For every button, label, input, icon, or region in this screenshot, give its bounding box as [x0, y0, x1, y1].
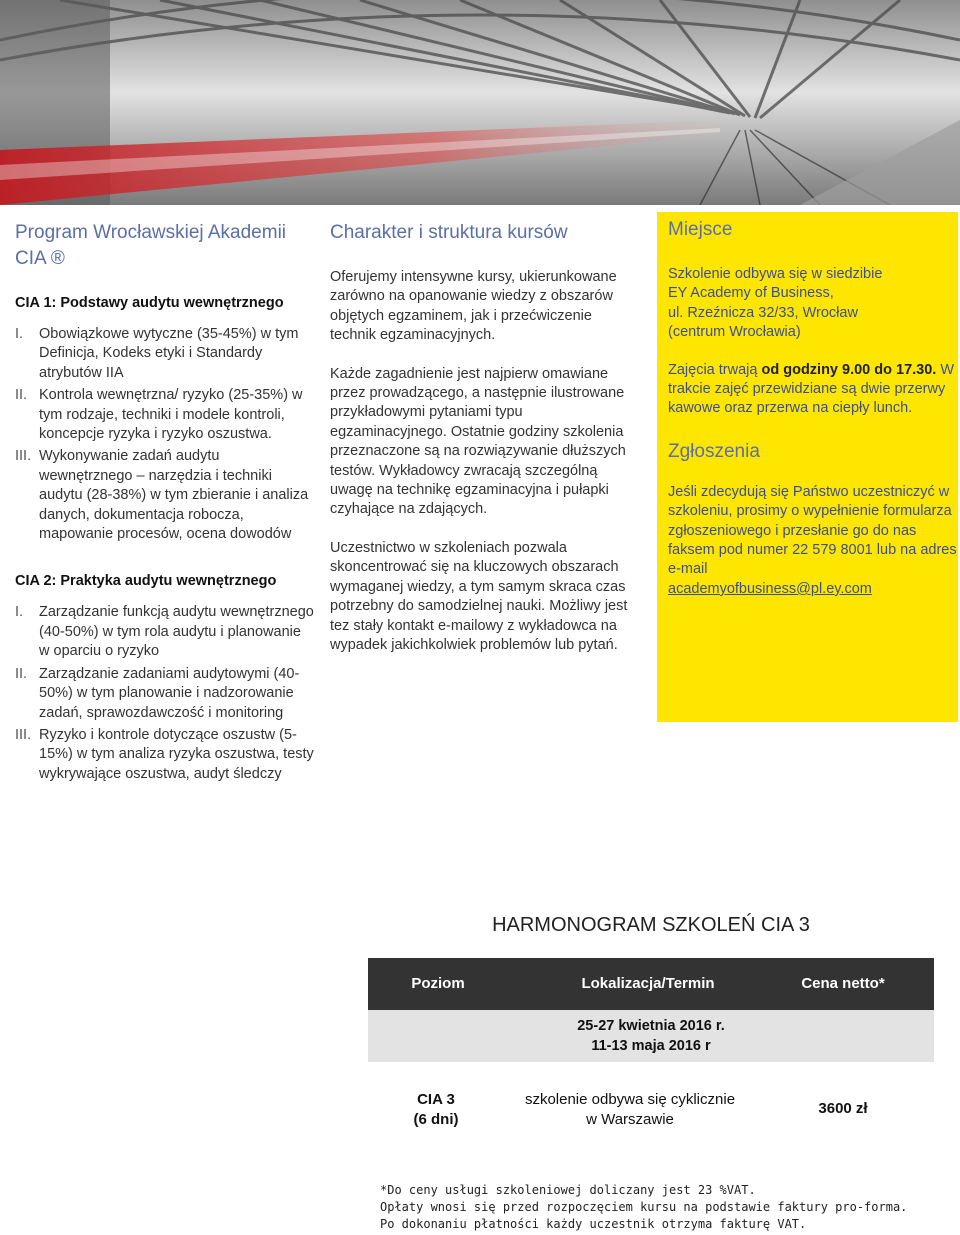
- item-text: Zarządzanie zadaniami audytowymi (40-50%) w tym planowanie i nadzorowanie zadań, sprawozdawczość i monitoring: [39, 665, 300, 721]
- character-paragraph-3: Uczestnictwo w szkoleniach pozwala skoncentrować się na kluczowych obszarach wymaganej wiedzy, a tym samym skraca czas potrzebny do samodzielnej nauki. Możliwy jest tez stały kontakt e-mailowy z wykładowca na wypadek jakichkolwiek problemów lub pytań.: [330, 539, 628, 653]
- program-title: Program Wrocławskiej Akademii CIA ®: [15, 222, 287, 269]
- level-name: CIA 3: [417, 1091, 455, 1108]
- price-cell: 3600 zł: [818, 1100, 868, 1117]
- schedule-title: HARMONOGRAM SZKOLEŃ CIA 3: [492, 914, 810, 936]
- signup-text: Jeśli zdecydują się Państwo uczestniczyć w szkoleniu, prosimy o wypełnienie formularza zgłoszeniowego i przesłanie go do nas faksem pod numer 22 579 8001 lub na adres e-mail: [668, 483, 957, 578]
- hours-suffix: W trakcie zajęć przewidziane są dwie przerwy kawowe oraz przerwa na ciepły lunch.: [668, 361, 955, 417]
- list-item: [15, 447, 315, 544]
- item-number: II.: [15, 665, 28, 682]
- location-line-2: w Warszawie: [586, 1111, 674, 1128]
- hours-text: [668, 361, 958, 419]
- item-text: Obowiązkowe wytyczne (35-45%) w tym Definicja, Kodeks etyki i Standardy atrybutów IIA: [39, 326, 299, 381]
- character-title: Charakter i struktura kursów: [330, 222, 568, 243]
- location-cell: [504, 1090, 756, 1130]
- footnote-invoice: Po dokonaniu płatności każdy uczestnik otrzyma fakturę VAT.: [380, 1217, 807, 1231]
- train-station-photo-icon: [0, 0, 960, 205]
- venue-name: EY Academy of Business,: [668, 285, 834, 302]
- venue-intro: Szkolenie odbywa się w siedzibie: [668, 266, 883, 282]
- program-column: [15, 220, 315, 787]
- character-column: [330, 220, 635, 674]
- item-number: I.: [15, 326, 24, 342]
- venue-street: ul. Rzeźnicza 32/33, Wrocław: [668, 304, 858, 321]
- cia1-heading: CIA 1: Podstawy audytu wewnętrznego: [15, 295, 284, 311]
- header-location: Lokalizacja/Termin: [581, 975, 715, 992]
- email-link[interactable]: academyofbusiness@pl.ey.com: [668, 580, 872, 597]
- list-item: [15, 386, 315, 444]
- item-number: III.: [15, 726, 32, 743]
- hours-prefix: Zajęcia trwają: [668, 361, 762, 378]
- list-item: [15, 726, 315, 784]
- character-paragraph-1: Oferujemy intensywne kursy, ukierunkowane zarówno na opanowanie wiedzy z obszarów objętych egzaminem, jak i przećwiczenie technik egzaminacyjnych.: [330, 269, 617, 344]
- schedule-header: [368, 958, 934, 1010]
- item-text: Wykonywanie zadań audytu wewnętrznego – narzędzia i techniki audytu (28-38%) w tym zbieranie i analiza danych, dokumentacja robocza, mapowanie procesów, ocena dowodów: [39, 448, 309, 543]
- place-title: Miejsce: [668, 219, 733, 240]
- item-number: III.: [15, 448, 32, 465]
- level-cell: [368, 1090, 504, 1130]
- cia2-heading: CIA 2: Praktyka audytu wewnętrznego: [15, 573, 277, 590]
- cia2-list: [15, 603, 315, 784]
- signup-title: Zgłoszenia: [668, 440, 760, 462]
- list-item: [15, 665, 315, 723]
- header-level: Poziom: [411, 975, 465, 992]
- footnote-payment: Opłaty wnosi się przed rozpoczęciem kursu na podstawie faktury pro-forma.: [380, 1200, 908, 1214]
- location-line-1: szkolenie odbywa się cyklicznie: [524, 1091, 736, 1108]
- hours-bold: od godziny 9.00 do 17.30.: [761, 361, 937, 378]
- item-number: II.: [15, 387, 28, 404]
- date-1: 25-27 kwietnia 2016 r.: [577, 1018, 725, 1034]
- place-box: [657, 212, 958, 722]
- item-number: I.: [15, 604, 24, 621]
- character-paragraph-2: Każde zagadnienie jest najpierw omawiane przez prowadzącego, a następnie ilustrowane przykładowymi pytaniami typu egzaminacyjnego. Ostatnie godziny szkolenia przeznaczone są na rozwiązywanie dłuższych testów. Wykładowcy zwracają szczególną uwagę na technikę egzaminacyjna i pułapki czyhające na zdających.: [330, 365, 626, 518]
- footnote-vat: *Do ceny usługi szkoleniowej doliczany jest 23 %VAT.: [380, 1183, 756, 1197]
- level-duration: (6 dni): [413, 1111, 459, 1128]
- list-item: [15, 325, 315, 383]
- footnotes: [380, 1182, 940, 1233]
- item-text: Kontrola wewnętrzna/ ryzyko (25-35%) w tym rodzaje, techniki i modele kontroli, koncepcje ryzyka i ryzyko oszustwa.: [39, 387, 303, 443]
- hero-image: [0, 0, 960, 205]
- date-2: 11-13 maja 2016 r: [591, 1038, 711, 1054]
- list-item: [15, 603, 315, 661]
- cia1-list: [15, 325, 315, 544]
- venue-area: (centrum Wrocławia): [668, 324, 801, 341]
- table-row: [368, 1082, 934, 1142]
- item-text: Zarządzanie funkcją audytu wewnętrznego (40-50%) w tym rola audytu i planowanie w oparciu o ryzyko: [39, 604, 314, 660]
- header-price: Cena netto*: [801, 975, 885, 992]
- item-text: Ryzyko i kontrole dotyczące oszustw (5-15%) w tym analiza ryzyka oszustwa, testy wykrywające oszustwa, audyt śledczy: [39, 726, 314, 782]
- schedule-dates: [368, 1010, 934, 1062]
